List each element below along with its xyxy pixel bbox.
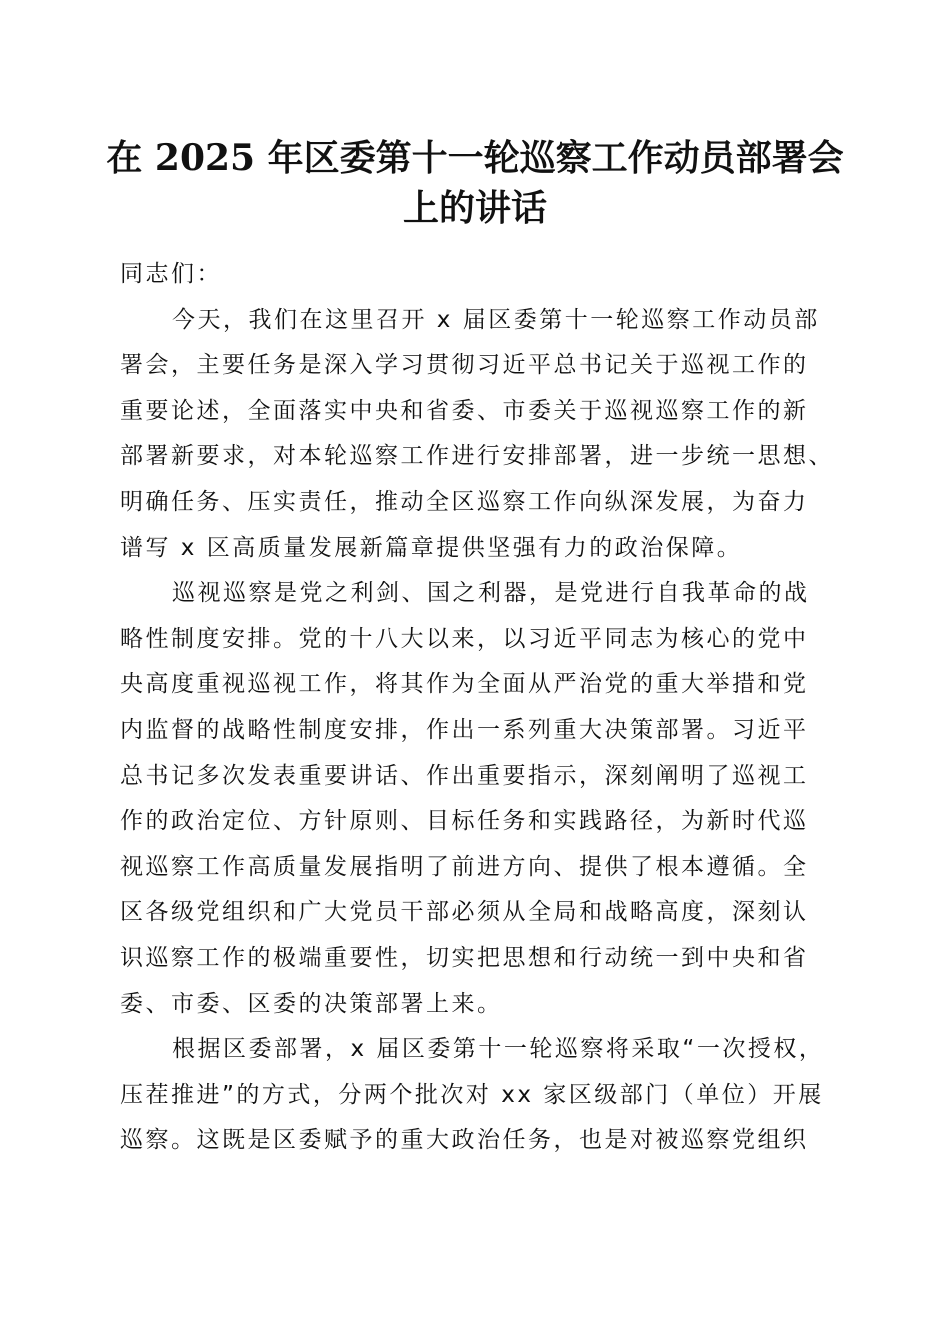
paragraph-line: 重要论述，全面落实中央和省委、市委关于巡视巡察工作的新 — [120, 397, 809, 424]
paragraph-line: 巡察。这既是区委赋予的重大政治任务，也是对被巡察党组织 — [120, 1127, 809, 1154]
paragraph-line: 巡视巡察是党之利剑、国之利器，是党进行自我革命的战 — [172, 580, 810, 607]
paragraph-line: 内监督的战略性制度安排，作出一系列重大决策部署。习近平 — [120, 716, 809, 743]
paragraph-3 — [120, 1027, 840, 1164]
paragraph-1 — [120, 298, 840, 572]
paragraph-line: 识巡察工作的极端重要性，切实把思想和行动统一到中央和省 — [120, 944, 809, 971]
paragraph-line: 部署新要求，对本轮巡察工作进行安排部署，进一步统一思想、 — [120, 443, 834, 470]
document-body — [120, 252, 840, 1164]
document-title — [100, 133, 850, 233]
paragraph-line: 略性制度安排。党的十八大以来，以习近平同志为核心的党中 — [120, 625, 809, 652]
paragraph-line: 央高度重视巡视工作，将其作为全面从严治党的重大举措和党 — [120, 671, 809, 698]
paragraph-line: 谱写 x 区高质量发展新篇章提供坚强有力的政治保障。 — [120, 534, 743, 561]
paragraph-line: 视巡察工作高质量发展指明了前进方向、提供了根本遵循。全 — [120, 853, 809, 880]
paragraph-line: 明确任务、压实责任，推动全区巡察工作向纵深发展，为奋力 — [120, 488, 809, 515]
salutation: 同志们： — [120, 261, 222, 287]
paragraph-line: 压茬推进”的方式，分两个批次对 xx 家区级部门（单位）开展 — [120, 1081, 824, 1108]
paragraph-line: 区各级党组织和广大党员干部必须从全局和战略高度，深刻认 — [120, 899, 809, 926]
paragraph-line: 署会，主要任务是深入学习贯彻习近平总书记关于巡视工作的 — [120, 352, 809, 379]
paragraph-line: 今天，我们在这里召开 x 届区委第十一轮巡察工作动员部 — [172, 306, 820, 333]
title-line-2: 上的讲话 — [402, 187, 547, 229]
title-line-1: 在 2025 年区委第十一轮巡察工作动员部署会 — [106, 137, 844, 179]
paragraph-line: 作的政治定位、方针原则、目标任务和实践路径，为新时代巡 — [120, 808, 809, 835]
paragraph-2 — [120, 571, 840, 1027]
paragraph-line: 根据区委部署，x 届区委第十一轮巡察将采取“一次授权， — [172, 1036, 825, 1063]
paragraph-line: 总书记多次发表重要讲话、作出重要指示，深刻阐明了巡视工 — [120, 762, 809, 789]
paragraph-line: 委、市委、区委的决策部署上来。 — [120, 990, 503, 1017]
